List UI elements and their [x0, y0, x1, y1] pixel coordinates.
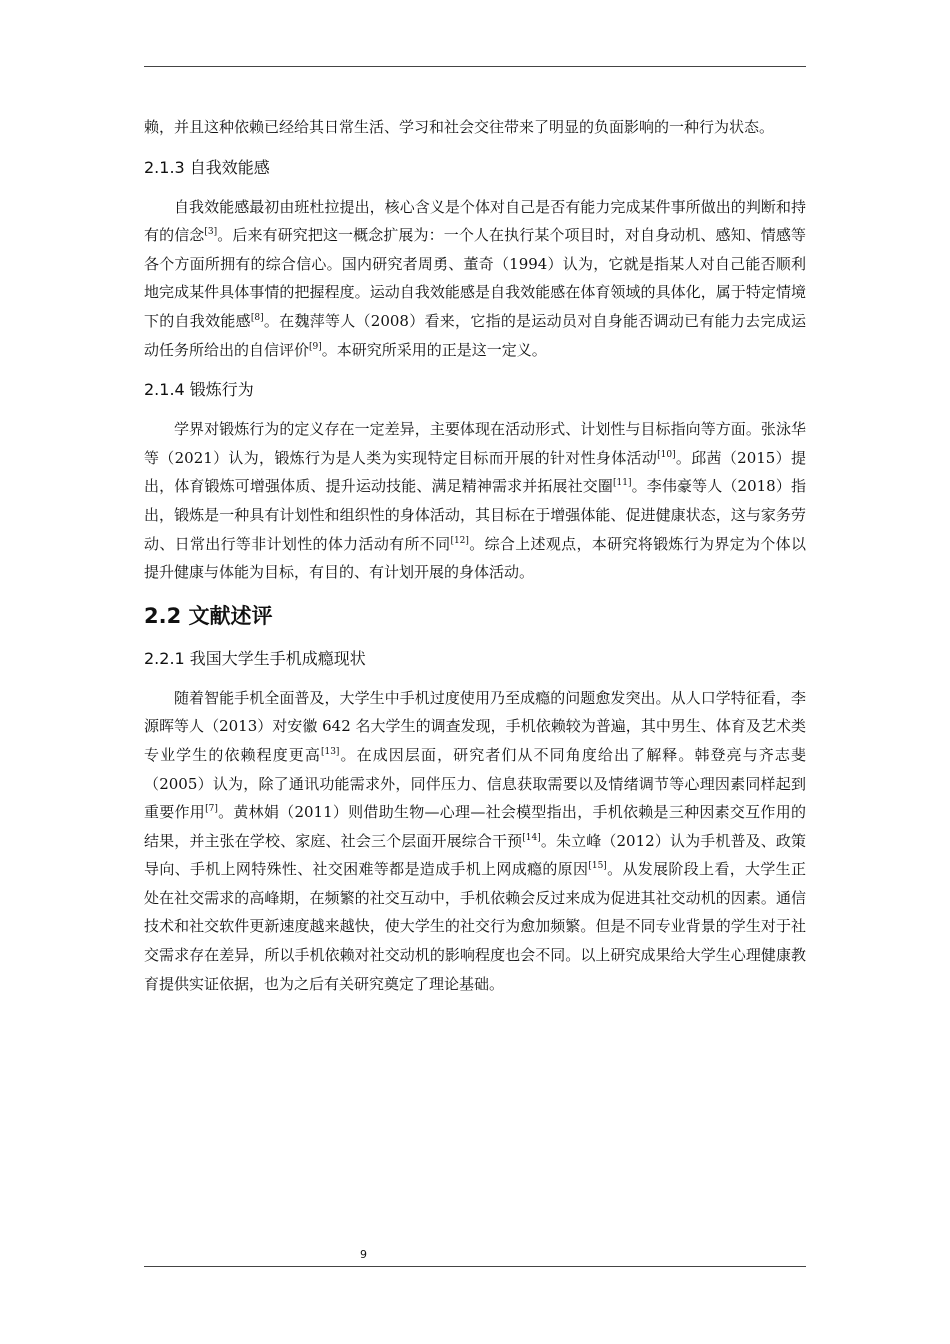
citation-ref[interactable]: [10]	[657, 449, 676, 460]
citation-ref[interactable]: [13]	[320, 746, 340, 757]
paragraph-phone-addiction: 随着智能手机全面普及，大学生中手机过度使用乃至成瘾的问题愈发突出。从人口学特征看，李源晖等人（2013）对安徽 642 名大学生的调查发现，手机依赖较为普遍，其中男生、体育及艺术类专业学生的依赖程度更高[13]。在成因层面，研究者们从不同角度给出了解释。韩登亮与齐志斐（2005）认为，除了通讯功能需求外，同伴压力、信息获取需要以及情绪调节等心理因素同样起到重要作用[7]。黄林娟（2011）则借助生物—心理—社会模型指出，手机依赖是三种因素交互作用的结果，并主张在学校、家庭、社会三个层面开展综合干预[14]。朱立峰（2012）认为手机普及、政策导向、手机上网特殊性、社交困难等都是造成手机上网成瘾的原因[15]。从发展阶段上看，大学生正处在社交需求的高峰期，在频繁的社交互动中，手机依赖会反过来成为促进其社交动机的因素。通信技术和社交软件更新速度越来越快，使大学生的社交行为愈加频繁。但是不同专业背景的学生对于社交需求存在差异，所以手机依赖对社交动机的影响程度也会不同。以上研究成果给大学生心理健康教育提供实证依据，也为之后有关研究奠定了理论基础。	[144, 688, 806, 993]
footer-rule	[144, 1266, 806, 1267]
heading-2-2-1: 2.2.1 我国大学生手机成瘾现状	[144, 648, 366, 668]
paragraph-continuation: 赖，并且这种依赖已经给其日常生活、学习和社会交往带来了明显的负面影响的一种行为状态。	[144, 118, 775, 136]
paragraph-self-efficacy: 自我效能感最初由班杜拉提出，核心含义是个体对自己是否有能力完成某件事所做出的判断和持有的信念[3]。后来有研究把这一概念扩展为：一个人在执行某个项目时，对自身动机、感知、情感等各个方面所拥有的综合信心。国内研究者周勇、董奇（1994）认为，它就是指某人对自己能否顺利地完成某件具体事情的把握程度。运动自我效能感是自我效能感在体育领域的具体化，属于特定情境下的自我效能感[8]。在魏萍等人（2008）看来，它指的是运动员对自身能否调动已有能力去完成运动任务所给出的自信评价[9]。本研究所采用的正是这一定义。	[144, 197, 806, 359]
page-body	[144, 113, 806, 998]
citation-ref[interactable]: [11]	[613, 478, 632, 489]
citation-ref[interactable]: [3]	[204, 227, 218, 238]
heading-2-1-3: 2.1.3 自我效能感	[144, 157, 270, 177]
heading-2-2: 2.2 文献述评	[144, 603, 273, 628]
citation-ref[interactable]: [14]	[522, 832, 541, 843]
heading-2-1-4: 2.1.4 锻炼行为	[144, 380, 254, 400]
citation-ref[interactable]: [8]	[250, 312, 264, 323]
page-number: 9	[360, 1248, 367, 1261]
citation-ref[interactable]: [7]	[205, 804, 218, 815]
citation-ref[interactable]: [9]	[309, 341, 322, 352]
paragraph-exercise-behavior: 学界对锻炼行为的定义存在一定差异，主要体现在活动形式、计划性与目标指向等方面。张泳华等（2021）认为，锻炼行为是人类为实现特定目标而开展的针对性身体活动[10]。邱茜（2015）提出，体育锻炼可增强体质、提升运动技能、满足精神需求并拓展社交圈[11]。李伟豪等人（2018）指出，锻炼是一种具有计划性和组织性的身体活动，其目标在于增强体能、促进健康状态，这与家务劳动、日常出行等非计划性的体力活动有所不同[12]。综合上述观点，本研究将锻炼行为界定为个体以提升健康与体能为目标，有目的、有计划开展的身体活动。	[144, 420, 806, 582]
citation-ref[interactable]: [15]	[588, 861, 607, 872]
citation-ref[interactable]: [12]	[450, 535, 469, 546]
header-rule	[144, 66, 806, 67]
